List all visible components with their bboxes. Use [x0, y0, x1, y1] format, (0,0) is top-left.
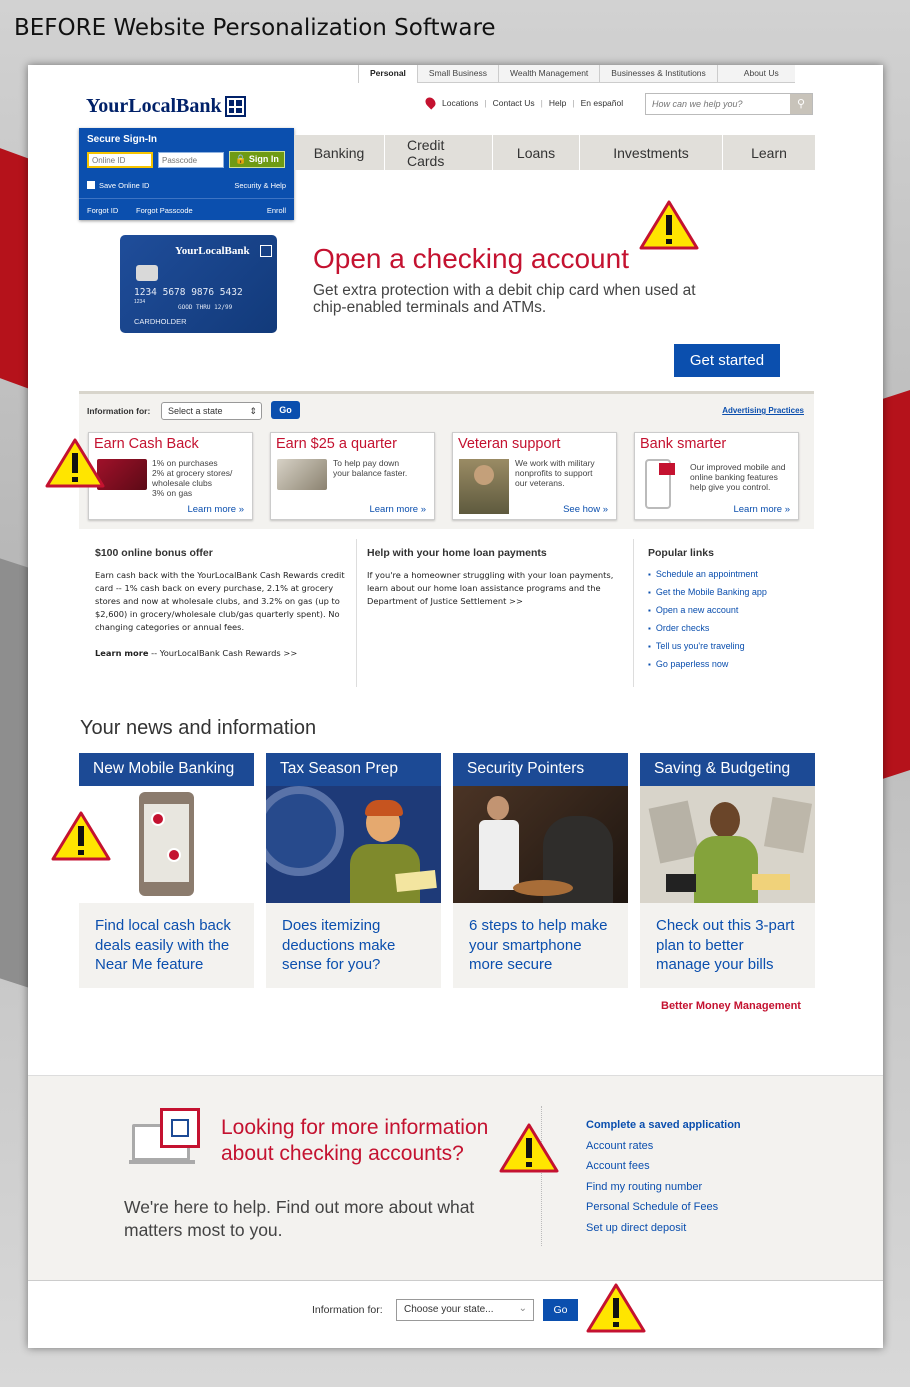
- popular-link-schedule[interactable]: ▪ Schedule an appointment: [648, 569, 818, 579]
- nav-loans[interactable]: Loans: [493, 135, 580, 170]
- info-and-promos: [79, 391, 814, 529]
- card-number: 1234 5678 9876 5432: [134, 287, 243, 298]
- news-heading: Your news and information: [80, 717, 317, 739]
- checking-info-section: [28, 1075, 883, 1280]
- better-money-management-link[interactable]: Better Money Management: [661, 1000, 801, 1012]
- bonus-learn-more[interactable]: [95, 647, 355, 660]
- footer-links: [586, 1119, 741, 1242]
- card-valid: GOOD THRU 12/99: [178, 304, 233, 311]
- footer-state-value: Choose your state...: [404, 1304, 494, 1315]
- passcode-input[interactable]: [158, 152, 224, 168]
- promo-learn-more-link[interactable]: Learn more »: [369, 504, 426, 515]
- news-card-security-pointers[interactable]: [453, 753, 628, 988]
- promo-see-how-link[interactable]: See how »: [563, 504, 608, 515]
- warning-icon: [50, 810, 112, 862]
- forgot-id-link[interactable]: Forgot ID: [87, 206, 119, 215]
- forgot-passcode-link[interactable]: Forgot Passcode: [136, 206, 193, 215]
- popular-link-open-account[interactable]: ▪ Open a new account: [648, 605, 818, 615]
- home-loan-help: [367, 547, 625, 608]
- contact-us-link[interactable]: Contact Us: [492, 97, 535, 108]
- warning-icon: [44, 437, 106, 489]
- promo-desc: Our improved mobile and online banking features help give you control.: [690, 462, 786, 492]
- popular-link-order-checks[interactable]: ▪ Order checks: [648, 623, 818, 633]
- espanol-link[interactable]: En español: [580, 97, 624, 108]
- news-card-text: Does itemizing deductions make sense for you?: [282, 917, 396, 973]
- slide-headline: BEFORE Website Personalization Software: [14, 15, 496, 41]
- news-card-text: 6 steps to help make your smartphone more secure: [469, 917, 608, 973]
- divider: [633, 539, 634, 687]
- veteran-photo: [459, 459, 509, 514]
- sign-in-button[interactable]: [229, 151, 285, 168]
- sign-in-title: Secure Sign-In: [87, 134, 158, 145]
- popular-links: [648, 547, 818, 677]
- save-online-id[interactable]: [87, 181, 149, 190]
- footer-info-label: Information for:: [312, 1304, 383, 1316]
- info-for-label: Information for:: [87, 406, 151, 416]
- tab-personal[interactable]: Personal: [358, 65, 417, 83]
- lock-icon: 🔒: [235, 154, 247, 164]
- popular-link-traveling[interactable]: ▪ Tell us you're traveling: [648, 641, 818, 651]
- save-id-label: Save Online ID: [99, 181, 150, 190]
- help-link[interactable]: Help: [548, 97, 567, 108]
- footer-link-schedule-of-fees[interactable]: Personal Schedule of Fees: [586, 1201, 719, 1213]
- sign-in-button-label: Sign In: [248, 154, 279, 164]
- warning-icon: [638, 199, 700, 251]
- news-card-title: Tax Season Prep: [266, 753, 441, 786]
- promo-veteran-support[interactable]: [452, 432, 617, 520]
- promo-earn-25[interactable]: [270, 432, 435, 520]
- segment-nav: [358, 65, 795, 83]
- promo-title: Veteran support: [458, 436, 561, 452]
- promo-title: Bank smarter: [640, 436, 727, 452]
- debit-card-image: [120, 235, 277, 333]
- bonus-title: $100 online bonus offer: [95, 547, 213, 559]
- footer-link-account-fees[interactable]: Account fees: [586, 1160, 650, 1172]
- promo-earn-cash-back[interactable]: [88, 432, 253, 520]
- news-card-tax-season[interactable]: [266, 753, 441, 988]
- enroll-link[interactable]: Enroll: [266, 206, 286, 215]
- popular-link-mobile-app[interactable]: ▪ Get the Mobile Banking app: [648, 587, 818, 597]
- logo-icon: [225, 96, 246, 117]
- state-select[interactable]: [161, 402, 262, 420]
- nav-credit-cards[interactable]: Credit Cards: [385, 135, 493, 170]
- online-id-input[interactable]: [87, 152, 153, 168]
- divider: [356, 539, 357, 687]
- main-nav: [294, 135, 815, 170]
- security-help-link[interactable]: Security & Help: [234, 181, 286, 190]
- news-card-title: Saving & Budgeting: [640, 753, 815, 786]
- warning-icon: [585, 1282, 647, 1334]
- footer-go-button[interactable]: Go: [543, 1299, 578, 1321]
- nav-investments[interactable]: Investments: [580, 135, 723, 170]
- bank-logo[interactable]: [86, 95, 246, 118]
- promo-desc: We work with military nonprofits to support our veterans.: [515, 458, 595, 488]
- chip-icon: [136, 265, 158, 281]
- footer-link-routing-number[interactable]: Find my routing number: [586, 1180, 703, 1193]
- bonus-body: Earn cash back with the YourLocalBank Cash Rewards credit card -- 1% cash back on every purchase, 2.1% at grocery stores and now at wholesale clubs, and 3.2% on gas (up to $2,600) in grocery/wholesale club/gas quarterly spent). No changing categories or annual fees.: [95, 570, 345, 632]
- select-arrows-icon: ⇕: [249, 406, 257, 416]
- magnifier-person-illustration: [266, 786, 441, 903]
- bonus-learn-more-bold: Learn more: [95, 648, 149, 658]
- tab-businesses-institutions[interactable]: Businesses & Institutions: [599, 65, 717, 83]
- location-pin-icon: [423, 95, 437, 109]
- nav-banking[interactable]: Banking: [294, 135, 385, 170]
- news-card-text: Check out this 3-part plan to better manage your bills: [656, 917, 795, 973]
- card-holder: CARDHOLDER: [134, 317, 187, 326]
- news-card-title: Security Pointers: [453, 753, 628, 786]
- budget-person-illustration: [640, 786, 815, 903]
- mobile-phone-icon: [645, 459, 671, 509]
- card-small-number: 1234: [134, 299, 146, 305]
- loan-title: Help with your home loan payments: [367, 547, 547, 559]
- card-logo-icon: [260, 245, 272, 257]
- locations-link[interactable]: Locations: [442, 97, 479, 108]
- card-brand: YourLocalBank: [175, 245, 250, 257]
- search-box: [645, 93, 813, 115]
- promo-title: Earn $25 a quarter: [276, 436, 397, 452]
- footer-link-direct-deposit[interactable]: Set up direct deposit: [586, 1221, 687, 1234]
- advertising-practices-link[interactable]: Advertising Practices: [722, 406, 804, 415]
- footer-title: Looking for more information about checking accounts?: [221, 1116, 489, 1165]
- secure-sign-in-panel: [79, 128, 294, 220]
- bank-homepage: [28, 65, 883, 1348]
- loan-body[interactable]: If you're a homeowner struggling with your loan payments, learn about our home loan assistance programs and the Department of Justice Settlement >>: [367, 570, 614, 606]
- restaurant-photo: [453, 786, 628, 903]
- news-card-title: New Mobile Banking: [79, 753, 254, 786]
- popular-link-paperless[interactable]: ▪ Go paperless now: [648, 659, 818, 669]
- tab-about-us[interactable]: About Us: [717, 65, 795, 83]
- hero-title: Open a checking account: [313, 243, 629, 274]
- tab-small-business[interactable]: Small Business: [417, 65, 498, 83]
- laptop-base: [129, 1160, 195, 1164]
- warning-icon: [498, 1122, 560, 1174]
- promo-title: Earn Cash Back: [94, 436, 199, 452]
- get-started-button[interactable]: Get started: [674, 344, 780, 377]
- promo-learn-more-link[interactable]: Learn more »: [187, 504, 244, 515]
- go-button[interactable]: Go: [271, 401, 300, 419]
- footer-state-selector: [28, 1280, 883, 1348]
- bonus-learn-more-rest: -- YourLocalBank Cash Rewards >>: [148, 648, 298, 658]
- logo-text: YourLocalBank: [86, 95, 222, 117]
- nav-learn[interactable]: Learn: [751, 144, 787, 161]
- promo-bank-smarter[interactable]: [634, 432, 799, 520]
- footer-subtitle: We're here to help. Find out more about what matters most to you.: [124, 1197, 475, 1240]
- state-select-value: Select a state: [168, 406, 223, 416]
- footer-state-select[interactable]: [396, 1299, 534, 1321]
- tab-wealth-management[interactable]: Wealth Management: [498, 65, 599, 83]
- popular-title: Popular links: [648, 547, 714, 559]
- promo-desc: To help pay down your balance faster.: [333, 458, 408, 478]
- search-icon[interactable]: ⚲: [790, 94, 812, 114]
- hero-subtitle: Get extra protection with a debit chip card when used at chip-enabled terminals and ATMs.: [313, 282, 696, 316]
- chevron-down-icon: ⌄: [518, 1303, 527, 1314]
- promo-learn-more-link[interactable]: Learn more »: [733, 504, 790, 515]
- save-id-checkbox[interactable]: [87, 181, 95, 189]
- footer-link-saved-application[interactable]: Complete a saved application: [586, 1119, 741, 1131]
- bonus-offer: [95, 547, 355, 660]
- news-card-text: Find local cash back deals easily with the Near Me feature: [95, 917, 231, 973]
- promo-desc: 1% on purchases 2% at grocery stores/ wholesale clubs 3% on gas: [152, 458, 233, 498]
- news-card-mobile-banking[interactable]: [79, 753, 254, 988]
- bank-window-icon: [160, 1108, 200, 1148]
- news-card-saving-budgeting[interactable]: [640, 753, 815, 988]
- search-input[interactable]: [646, 94, 790, 114]
- footer-link-account-rates[interactable]: Account rates: [586, 1139, 654, 1152]
- credit-card-silver-image: [277, 459, 327, 490]
- utility-links: Locations | Contact Us | Help | En español: [426, 97, 623, 108]
